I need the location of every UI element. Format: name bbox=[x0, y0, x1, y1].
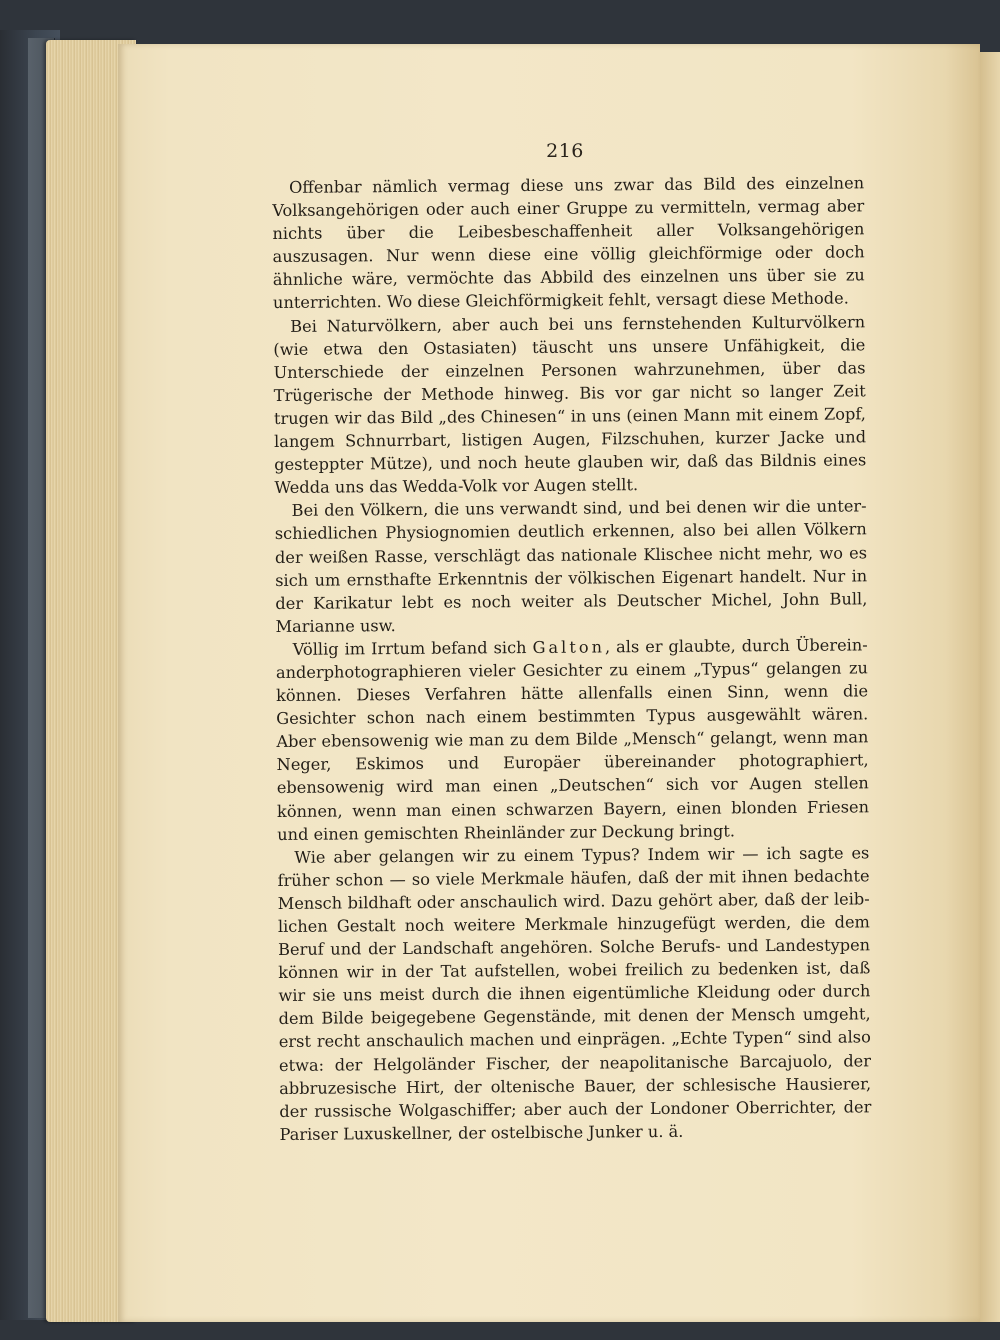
body-text bbox=[272, 171, 872, 1146]
paragraph-4-spaced-name: Galton bbox=[532, 637, 606, 657]
paragraph-3 bbox=[275, 495, 868, 638]
paragraph-3-text: Bei den Völkern, die uns verwandt sind, und bei denen wir die unterschiedlichen Physiognomien deutlich erkennen, also bei allen Völkern der weißen Rasse, verschlägt das nationale Klischee nicht mehr, wo es sich um ernsthafte Erkenntnis der völkischen Eigenart handelt. Nur in der Karikatur lebt es noch weiter als Deutscher Michel, John Bull, Marianne usw. bbox=[274, 496, 868, 636]
paragraph-5 bbox=[277, 841, 871, 1146]
paragraph-1-text: Offenbar nämlich vermag diese uns zwar das Bild des einzelnen Volksangehörigen oder auch einer Gruppe zu vermitteln, vermag aber nichts über die Leibesbeschaffenheit aller Volksangehörigen auszusagen. Nur wenn diese eine völlig gleichförmige oder doch ähnliche wäre, vermöchte das Abbild des einzelnen uns über sie zu unterrichten. Wo diese Gleichförmigkeit fehlt, versagt diese Methode. bbox=[272, 173, 865, 313]
paragraph-2-text: Bei Naturvölkern, aber auch bei uns fernstehenden Kulturvölkern (wie etwa den Ostasiaten) täuscht uns unsere Unfähigkeit, die Unterschiede der einzelnen Personen wahrzunehmen, über das Trügerische der Methode hinweg. Bis vor gar nicht so langer Zeit trugen wir das Bild „des Chinesen“ in uns (einen Mann mit einem Zopf, langem Schnurrbart, listigen Augen, Filzschuhen, kurzer Jacke und gesteppter Mütze), und noch heute glauben wir, daß das Bildnis eines Wedda uns das Wedda-Volk vor Augen stellt. bbox=[273, 311, 867, 498]
paragraph-4 bbox=[276, 633, 870, 845]
paragraph-4-text-start: Völlig im Irrtum befand sich bbox=[292, 637, 533, 659]
paragraph-2 bbox=[273, 310, 866, 499]
page-number: 216 bbox=[546, 140, 584, 162]
paragraph-5-text: Wie aber gelangen wir zu einem Typus? Indem wir — ich sagte es früher schon — so viele Merkmale häufen, daß der mit ihnen bedachte Mensch bildhaft oder anschaulich wird. Dazu gehört aber, daß der leiblichen Gestalt noch weitere Merkmale hinzugefügt werden, die dem Beruf und der Landschaft angehören. Solche Berufs- und Landestypen können wir in der Tat aufstellen, wobei freilich zu bedenken ist, daß wir sie uns meist durch die ihnen eigentümliche Kleidung oder durch dem Bilde beigegebene Gegenstände, mit denen der Mensch umgeht, erst recht anschaulich machen und einprägen. „Echte Typen“ sind also etwa: der Helgoländer Fischer, der neapolitanische Barcajuolo, der abbruzesische Hirt, der oltenische Bauer, der schlesische Hausierer, der russische Wolgaschiffer; aber auch der Londoner Oberrichter, der Pariser Luxuskellner, der ostelbische Junker u. ä. bbox=[277, 843, 872, 1144]
paragraph-1 bbox=[272, 171, 865, 314]
paragraph-4-text-end: , als er glaubte, durch Übereinanderphotographieren vieler Gesichter zu einem „Typus“ gelangen zu können. Dieses Verfahren hätte allenfalls einen Sinn, wenn die Gesichter schon nach einem bestimmten Typus ausgewählt wären. Aber ebensowenig wie man zu dem Bilde „Mensch“ gelangt, wenn man Neger, Eskimos und Europäer übereinander photographiert, ebensowenig wird man einen „Deutschen“ sich vor Augen stellen können, wenn man einen schwarzen Bayern, einen blonden Friesen und einen gemischten Rheinländer zur Deckung bringt. bbox=[275, 635, 870, 844]
